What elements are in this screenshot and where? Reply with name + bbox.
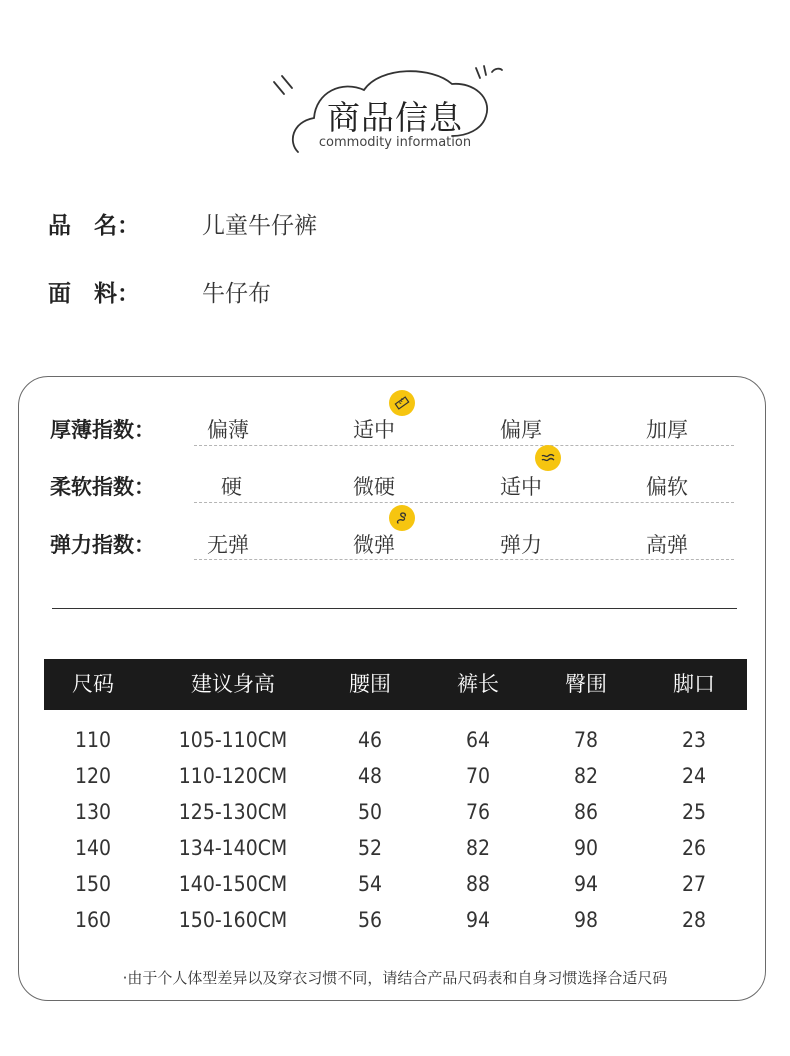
thickness-option-selected: 适中 (353, 418, 395, 442)
section-subtitle: commodity information (318, 135, 472, 150)
softness-option: 硬 (221, 475, 242, 499)
table-cell: 23 (681, 728, 707, 752)
table-cell: 48 (357, 764, 383, 788)
table-cell: 150-160CM (178, 908, 288, 932)
table-cell: 105-110CM (178, 728, 288, 752)
dotted-divider (194, 502, 734, 503)
table-header-length: 裤长 (457, 672, 499, 696)
table-cell: 98 (573, 908, 599, 932)
softness-option: 微硬 (353, 475, 395, 499)
table-cell: 82 (465, 836, 491, 860)
table-cell: 134-140CM (178, 836, 288, 860)
table-cell: 54 (357, 872, 383, 896)
table-cell: 26 (681, 836, 707, 860)
table-cell: 76 (465, 800, 491, 824)
thickness-option: 偏厚 (500, 418, 542, 442)
table-cell: 140 (74, 836, 112, 860)
softness-option-selected: 适中 (500, 475, 542, 499)
thickness-option: 偏薄 (207, 418, 249, 442)
table-header-size: 尺码 (72, 672, 114, 696)
ruler-icon (389, 390, 415, 416)
table-header-waist: 腰围 (349, 672, 391, 696)
section-divider (52, 608, 737, 609)
table-cell: 88 (465, 872, 491, 896)
table-cell: 125-130CM (178, 800, 288, 824)
thickness-option: 加厚 (646, 418, 688, 442)
section-title: 商品信息 (327, 98, 463, 137)
table-cell: 120 (74, 764, 112, 788)
table-cell: 86 (573, 800, 599, 824)
table-cell: 46 (357, 728, 383, 752)
softness-option: 偏软 (646, 475, 688, 499)
table-cell: 140-150CM (178, 872, 288, 896)
table-cell: 110-120CM (178, 764, 288, 788)
table-cell: 94 (465, 908, 491, 932)
table-cell: 24 (681, 764, 707, 788)
table-cell: 52 (357, 836, 383, 860)
table-cell: 27 (681, 872, 707, 896)
table-cell: 110 (74, 728, 112, 752)
table-cell: 130 (74, 800, 112, 824)
elasticity-option: 弹力 (500, 533, 542, 557)
dotted-divider (194, 445, 734, 446)
thickness-index-label: 厚薄指数： (50, 418, 155, 442)
wave-icon (535, 445, 561, 471)
table-cell: 90 (573, 836, 599, 860)
elasticity-index-label: 弹力指数： (50, 533, 155, 557)
softness-index-label: 柔软指数： (50, 475, 155, 499)
table-header-hem: 脚口 (673, 672, 715, 696)
table-cell: 94 (573, 872, 599, 896)
elasticity-option: 无弹 (207, 533, 249, 557)
table-cell: 160 (74, 908, 112, 932)
table-cell: 78 (573, 728, 599, 752)
spring-icon (389, 505, 415, 531)
size-note: ·由于个人体型差异以及穿衣习惯不同，请结合产品尺码表和自身习惯选择合适尺码 (122, 969, 668, 987)
table-header-height: 建议身高 (191, 672, 275, 696)
fabric-label: 面 料： (48, 281, 140, 307)
table-cell: 82 (573, 764, 599, 788)
table-cell: 28 (681, 908, 707, 932)
table-cell: 64 (465, 728, 491, 752)
table-header-hip: 臀围 (565, 672, 607, 696)
product-name-value: 儿童牛仔裤 (202, 213, 317, 239)
elasticity-option: 高弹 (646, 533, 688, 557)
table-cell: 70 (465, 764, 491, 788)
table-cell: 25 (681, 800, 707, 824)
dotted-divider (194, 559, 734, 560)
elasticity-option-selected: 微弹 (353, 533, 395, 557)
table-cell: 56 (357, 908, 383, 932)
table-cell: 150 (74, 872, 112, 896)
table-cell: 50 (357, 800, 383, 824)
fabric-value: 牛仔布 (202, 281, 271, 307)
product-name-label: 品 名： (48, 213, 140, 239)
